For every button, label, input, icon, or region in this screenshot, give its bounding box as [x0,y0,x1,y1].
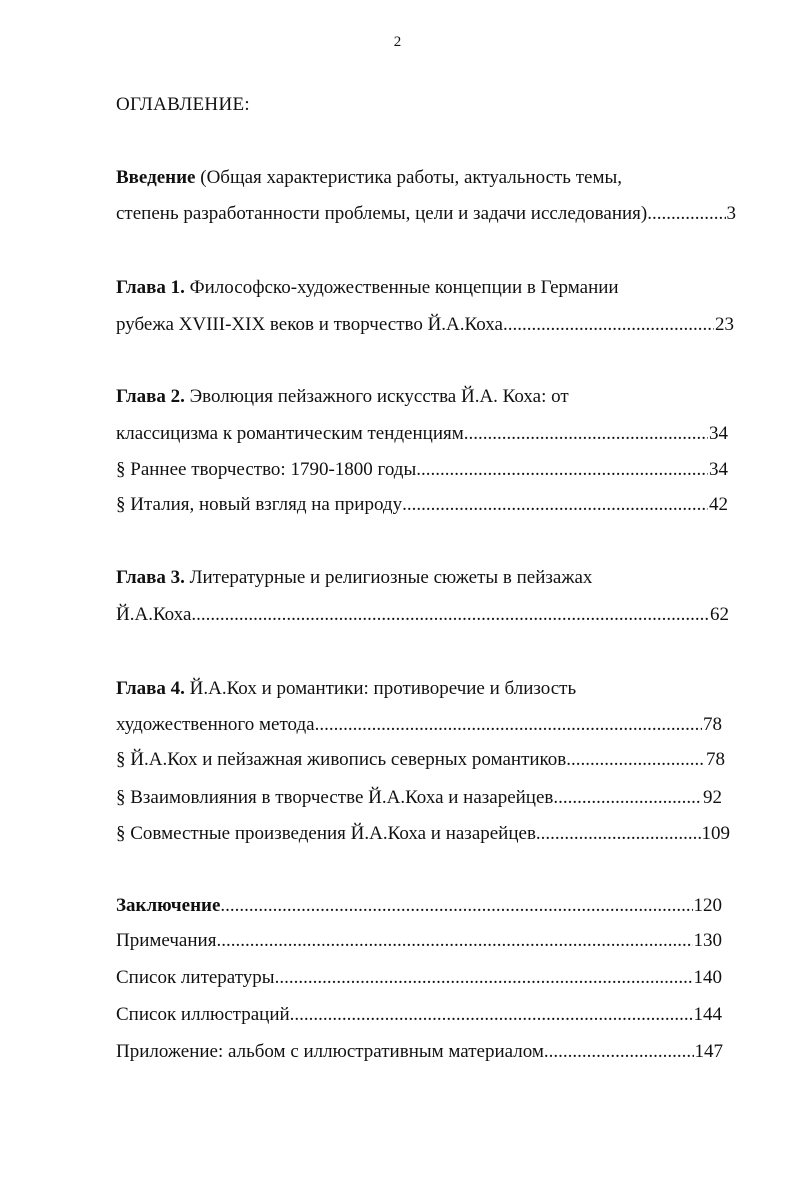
bibliography-entry[interactable] [116,966,722,990]
leader-dots [216,929,692,953]
chapter1-page: 23 [715,314,734,335]
notes-page: 130 [693,930,722,951]
chapter1-line-1-text: Философско-художественные концепции в Германии [184,277,619,298]
chapter3-entry[interactable] [116,603,729,627]
chapter4-section-1[interactable] [116,748,725,772]
chapter2-section-1[interactable] [116,458,728,482]
bibliography-label: Список литературы [116,967,275,988]
section-page: 92 [703,787,722,808]
leader-dots [315,713,702,737]
conclusion-entry[interactable] [116,894,722,918]
section-page: 34 [709,459,728,480]
bibliography-page: 140 [693,967,722,988]
leader-dots [191,603,709,627]
appendix-entry[interactable] [116,1040,723,1064]
section-page: 78 [706,749,725,770]
conclusion-label: Заключение [116,895,221,916]
chapter3-line-2: Й.А.Коха [116,604,192,625]
chapter2-line-1-text: Эволюция пейзажного искусства Й.А. Коха: от [184,386,569,407]
leader-dots [290,1003,693,1027]
chapter2-entry[interactable] [116,422,728,446]
page-number: 2 [393,34,402,50]
section-label: § Й.А.Кох и пейзажная живопись северных романтиков [116,749,567,770]
chapter1-line-1 [116,276,619,300]
chapter4-title: Глава 4. [116,678,185,699]
chapter2-line-1 [116,385,569,409]
chapter4-line-2: художественного метода [116,714,315,735]
leader-dots [553,786,702,810]
chapter2-page: 34 [709,423,728,444]
section-page: 109 [701,823,730,844]
leader-dots [275,966,693,990]
intro-line-1 [116,166,622,190]
leader-dots [464,422,708,446]
intro-line-1-text: (Общая характеристика работы, актуальность темы, [195,167,622,188]
section-label: § Взаимовлияния в творчестве Й.А.Коха и назарейцев [116,787,554,808]
chapter2-title: Глава 2. [116,386,185,407]
leader-dots [402,493,708,517]
chapter3-line-1-text: Литературные и религиозные сюжеты в пейзажах [184,567,593,588]
leader-dots [647,202,725,226]
appendix-page: 147 [694,1041,723,1062]
chapter1-entry[interactable] [116,313,734,337]
chapter4-section-2[interactable] [116,786,722,810]
chapter4-section-3[interactable] [116,822,730,846]
notes-entry[interactable] [116,929,722,953]
section-page: 42 [709,494,728,515]
illustrations-list-entry[interactable] [116,1003,722,1027]
section-label: § Раннее творчество: 1790-1800 годы [116,459,417,480]
leader-dots [536,822,701,846]
leader-dots [544,1040,694,1064]
section-label: § Италия, новый взгляд на природу [116,494,403,515]
notes-label: Примечания [116,930,217,951]
leader-dots [503,313,714,337]
toc-title: ОГЛАВЛЕНИЕ: [116,94,250,115]
illustrations-list-label: Список иллюстраций [116,1004,290,1025]
chapter2-section-2[interactable] [116,493,728,517]
chapter4-page: 78 [703,714,722,735]
chapter4-entry[interactable] [116,713,722,737]
leader-dots [566,748,705,772]
intro-title: Введение [116,167,196,188]
chapter3-page: 62 [710,604,729,625]
chapter4-line-1-text: Й.А.Кох и романтики: противоречие и близость [184,678,577,699]
section-label: § Совместные произведения Й.А.Коха и назарейцев [116,823,536,844]
conclusion-page: 120 [693,895,722,916]
chapter3-title: Глава 3. [116,567,185,588]
appendix-label: Приложение: альбом с иллюстративным материалом [116,1041,544,1062]
chapter3-line-1 [116,566,592,590]
intro-page: 3 [726,203,736,224]
chapter1-line-2: рубежа XVIII-XIX веков и творчество Й.А.Коха [116,314,503,335]
intro-entry[interactable] [116,202,736,226]
leader-dots [220,894,692,918]
chapter2-line-2: классицизма к романтическим тенденциям [116,423,464,444]
leader-dots [416,458,708,482]
chapter1-title: Глава 1. [116,277,185,298]
chapter4-line-1 [116,677,576,701]
intro-line-2: степень разработанности проблемы, цели и задачи исследования) [116,203,648,224]
illustrations-list-page: 144 [693,1004,722,1025]
